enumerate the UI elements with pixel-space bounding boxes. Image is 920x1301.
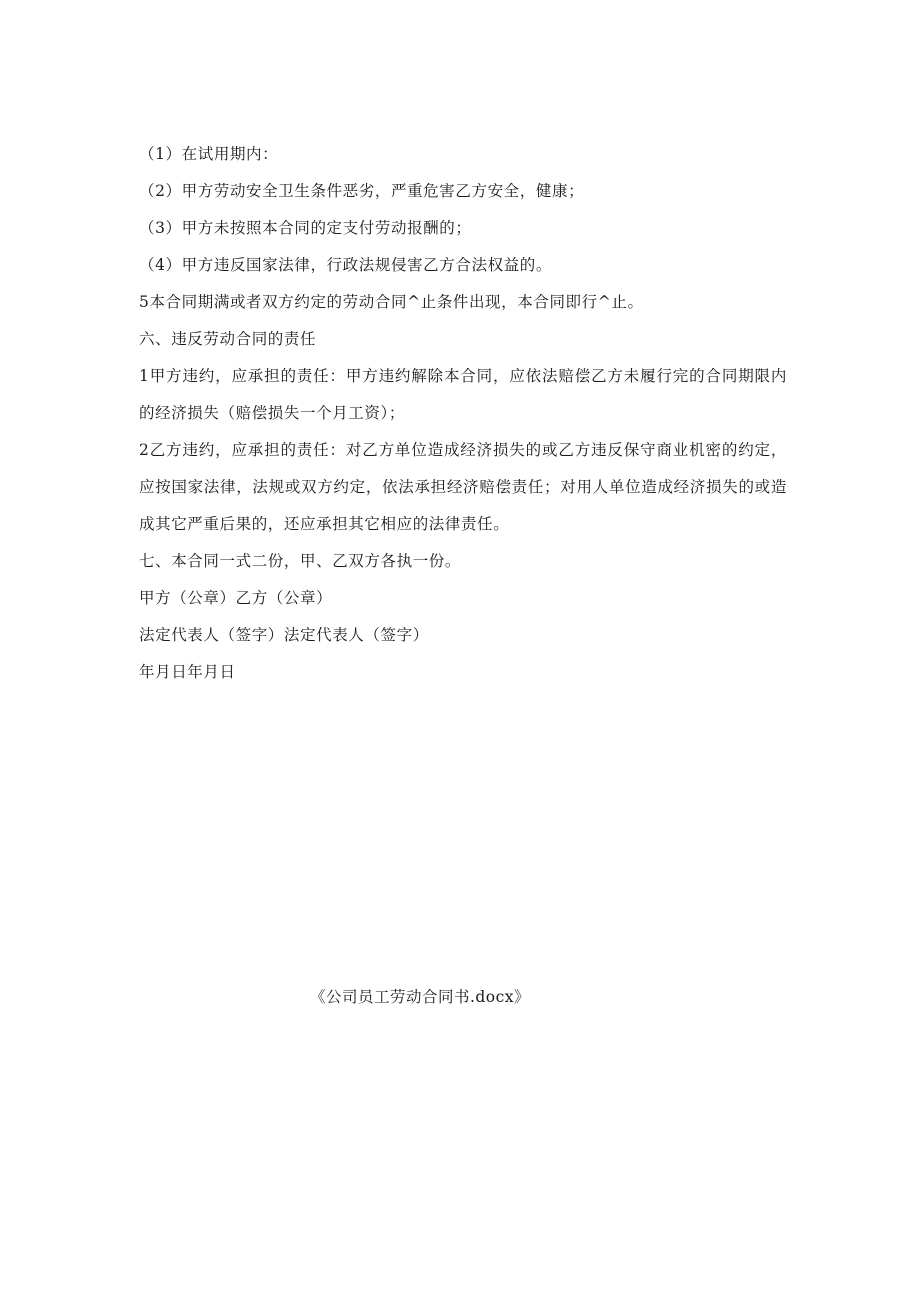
signature-line: 法定代表人（签字）法定代表人（签字） xyxy=(139,626,429,644)
section-heading-7: 七、本合同一式二份，甲、乙双方各执一份。 xyxy=(139,552,462,570)
clause-item-2: （2）甲方劳动安全卫生条件恶劣，严重危害乙方安全，健康； xyxy=(139,182,585,200)
document-body xyxy=(139,136,787,691)
clause-item-4: （4）甲方违反国家法律，行政法规侵害乙方合法权益的。 xyxy=(139,256,552,274)
document-filename-footer: 《公司员工劳动合同书.docx》 xyxy=(309,988,531,1006)
clause-item-3: （3）甲方未按照本合同的定支付劳动报酬的； xyxy=(139,219,472,237)
party-b-liability-paragraph: 2乙方违约，应承担的责任：对乙方单位造成经济损失的或乙方违反保守商业机密的约定，应按国家法律，法规或双方约定，依法承担经济赔偿责任；对用人单位造成经济损失的或造成其它严重后果的，还应承担其它相应的法律责任。 xyxy=(139,441,787,533)
seal-line: 甲方（公章）乙方（公章） xyxy=(139,589,333,607)
clause-5: 5本合同期满或者双方约定的劳动合同^止条件出现，本合同即行^止。 xyxy=(139,293,644,311)
clause-item-1: （1）在试用期内： xyxy=(139,145,279,163)
party-a-liability-paragraph: 1甲方违约，应承担的责任：甲方违约解除本合同，应依法赔偿乙方未履行完的合同期限内的经济损失（赔偿损失一个月工资）； xyxy=(139,367,787,422)
date-line: 年月日年月日 xyxy=(139,663,236,681)
section-heading-6: 六、违反劳动合同的责任 xyxy=(139,330,317,348)
